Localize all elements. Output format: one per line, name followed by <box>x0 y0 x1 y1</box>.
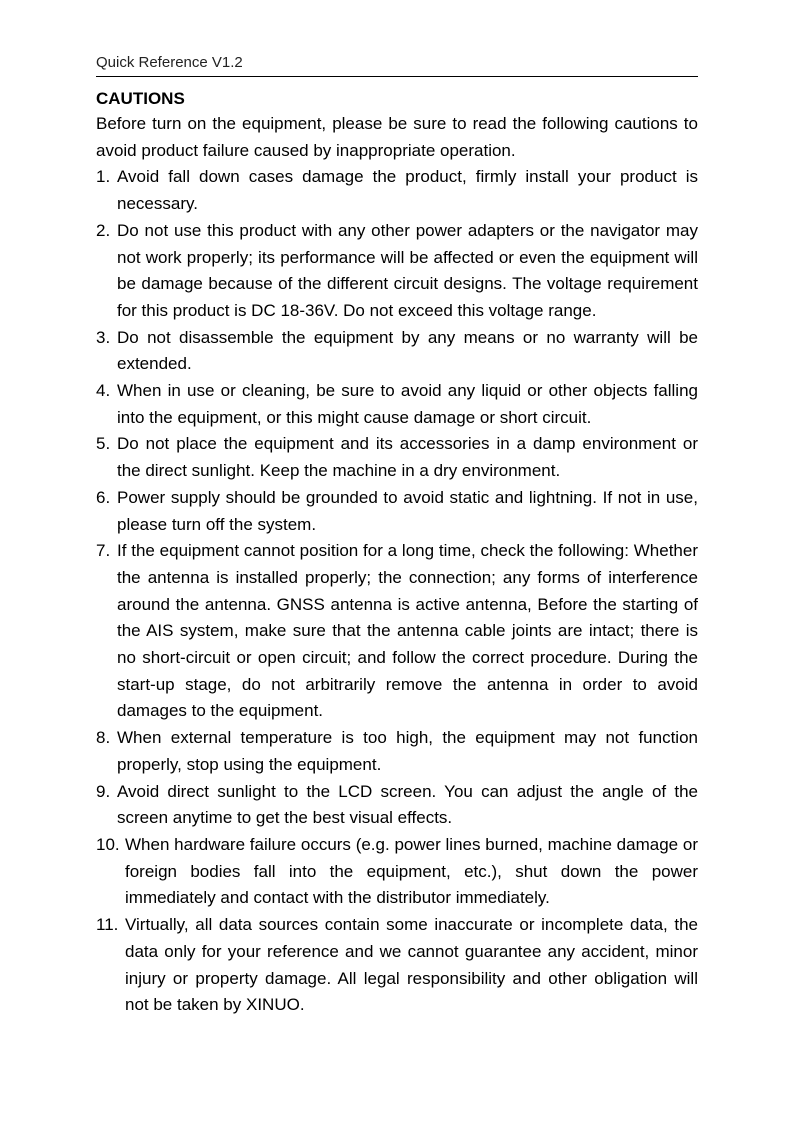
list-item <box>96 779 698 832</box>
list-item <box>96 485 698 538</box>
item-number: 1. <box>96 167 111 187</box>
item-number: 6. <box>96 487 111 507</box>
item-text: Power supply should be grounded to avoid static and lightning. If not in use, please turn off the system. <box>117 487 698 534</box>
list-item <box>96 378 698 431</box>
list-item <box>96 164 698 217</box>
item-text: Do not use this product with any other power adapters or the navigator may not work properly; its performance will be affected or even the equipment will be damage because of the different circuit designs. The voltage requirement for this product is DC 18-36V. Do not exceed this voltage range. <box>117 220 698 320</box>
item-text: When external temperature is too high, the equipment may not function properly, stop using the equipment. <box>117 728 698 774</box>
item-number: 3. <box>96 327 111 347</box>
running-header: Quick Reference V1.2 <box>96 52 698 77</box>
item-number: 7. <box>96 541 111 561</box>
item-text: Do not place the equipment and its accessories in a damp environment or the direct sunlight. Keep the machine in a dry environment. <box>117 434 698 481</box>
item-number: 8. <box>96 728 111 748</box>
list-item <box>96 431 698 484</box>
list-item <box>96 912 698 1019</box>
item-number: 5. <box>96 434 111 454</box>
item-number: 4. <box>96 381 111 401</box>
list-item <box>96 325 698 378</box>
document-page <box>96 52 698 1019</box>
item-number: 10. <box>96 834 120 854</box>
item-text: When hardware failure occurs (e.g. power lines burned, machine damage or foreign bodies fall into the equipment, etc.), shut down the power immediately and contact with the distributor immediately. <box>125 834 698 908</box>
item-number: 11. <box>96 915 119 935</box>
section-heading: CAUTIONS <box>96 89 185 108</box>
item-text: Avoid direct sunlight to the LCD screen. You can adjust the angle of the screen anytime to get the best visual effects. <box>117 781 698 828</box>
item-number: 2. <box>96 220 111 240</box>
item-number: 9. <box>96 781 111 801</box>
item-text: Do not disassemble the equipment by any means or no warranty will be extended. <box>117 327 698 374</box>
item-text: If the equipment cannot position for a long time, check the following: Whether the antenna is installed properly; the connection; any forms of interference around the antenna. GNSS antenna is active antenna, Before the starting of the AIS system, make sure that the antenna cable joints are intact; there is no short-circuit or open circuit; and follow the correct procedure. During the start-up stage, do not arbitrarily remove the antenna in order to avoid damages to the equipment. <box>117 541 698 721</box>
list-item <box>96 218 698 325</box>
cautions-list <box>96 164 698 1019</box>
item-text: Avoid fall down cases damage the product, firmly install your product is necessary. <box>117 167 698 214</box>
intro-paragraph: Before turn on the equipment, please be sure to read the following cautions to avoid product failure caused by inappropriate operation. <box>96 114 698 160</box>
item-text: Virtually, all data sources contain some inaccurate or incomplete data, the data only for your reference and we cannot guarantee any accident, minor injury or property damage. All legal responsibility and other obligation will not be taken by XINUO. <box>125 915 698 1015</box>
list-item <box>96 725 698 778</box>
list-item <box>96 832 698 912</box>
list-item <box>96 538 698 725</box>
item-text: When in use or cleaning, be sure to avoid any liquid or other objects falling into the equipment, or this might cause damage or short circuit. <box>117 381 698 427</box>
